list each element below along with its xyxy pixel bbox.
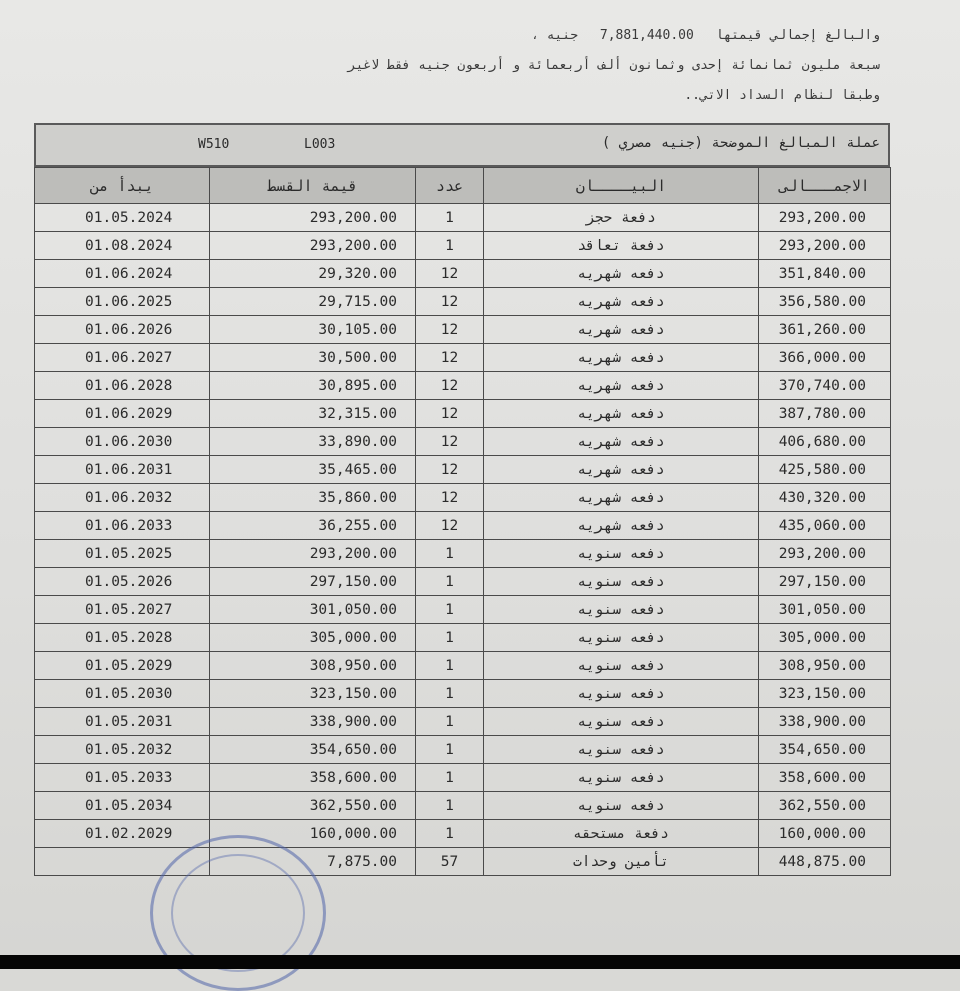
cell-installment: 338,900.00 bbox=[210, 708, 416, 736]
cell-description: تأمين وحدات bbox=[484, 848, 759, 876]
cell-installment: 362,550.00 bbox=[210, 792, 416, 820]
cell-total: 448,875.00 bbox=[759, 848, 891, 876]
cell-total: 293,200.00 bbox=[759, 204, 891, 232]
total-amount-prefix: والبالغ إجمالي قيمتها bbox=[715, 28, 880, 43]
cell-start-date: 01.05.2029 bbox=[35, 652, 210, 680]
cell-description: دفعة مستحقه bbox=[484, 820, 759, 848]
table-row bbox=[35, 316, 891, 344]
table-row bbox=[35, 344, 891, 372]
cell-total: 366,000.00 bbox=[759, 344, 891, 372]
cell-start-date: 01.06.2033 bbox=[35, 512, 210, 540]
cell-count: 57 bbox=[416, 848, 484, 876]
cell-installment: 305,000.00 bbox=[210, 624, 416, 652]
table-row bbox=[35, 400, 891, 428]
cell-count: 12 bbox=[416, 428, 484, 456]
cell-installment: 30,500.00 bbox=[210, 344, 416, 372]
cell-start-date: 01.06.2028 bbox=[35, 372, 210, 400]
cell-count: 12 bbox=[416, 260, 484, 288]
cell-total: 361,260.00 bbox=[759, 316, 891, 344]
cell-total: 293,200.00 bbox=[759, 540, 891, 568]
cell-start-date: 01.05.2032 bbox=[35, 736, 210, 764]
table-row bbox=[35, 680, 891, 708]
cell-description: دفعه شهريه bbox=[484, 372, 759, 400]
cell-installment: 29,715.00 bbox=[210, 288, 416, 316]
cell-description: دفعه سنويه bbox=[484, 624, 759, 652]
total-amount-line bbox=[531, 28, 880, 43]
table-row bbox=[35, 232, 891, 260]
cell-installment: 36,255.00 bbox=[210, 512, 416, 540]
cell-start-date: 01.05.2030 bbox=[35, 680, 210, 708]
total-amount-value: 7,881,440.00 bbox=[599, 28, 694, 43]
cell-description: دفعه شهريه bbox=[484, 316, 759, 344]
cell-start-date: 01.08.2024 bbox=[35, 232, 210, 260]
cell-installment: 160,000.00 bbox=[210, 820, 416, 848]
currency-note: عملة المبالغ الموضحة (جنيه مصري ) bbox=[601, 135, 880, 151]
cell-count: 12 bbox=[416, 456, 484, 484]
cell-total: 370,740.00 bbox=[759, 372, 891, 400]
table-header-row bbox=[35, 168, 891, 204]
payment-system-note: وطبقا لنظام السداد الاتي.. bbox=[684, 88, 880, 103]
col-header-count: عدد bbox=[416, 168, 484, 204]
cell-count: 1 bbox=[416, 624, 484, 652]
payment-schedule-table bbox=[34, 167, 891, 876]
table-row bbox=[35, 512, 891, 540]
cell-start-date bbox=[35, 848, 210, 876]
unit-code: W510 bbox=[198, 137, 230, 152]
cell-description: دفعه شهريه bbox=[484, 400, 759, 428]
table-caption-box bbox=[34, 123, 890, 167]
cell-installment: 29,320.00 bbox=[210, 260, 416, 288]
cell-total: 406,680.00 bbox=[759, 428, 891, 456]
cell-installment: 308,950.00 bbox=[210, 652, 416, 680]
cell-start-date: 01.05.2034 bbox=[35, 792, 210, 820]
cell-installment: 323,150.00 bbox=[210, 680, 416, 708]
cell-count: 1 bbox=[416, 708, 484, 736]
cell-description: دفعه شهريه bbox=[484, 260, 759, 288]
cell-count: 12 bbox=[416, 344, 484, 372]
table-row bbox=[35, 372, 891, 400]
cell-description: دفعة حجز bbox=[484, 204, 759, 232]
table-row bbox=[35, 652, 891, 680]
total-amount-words: سبعة مليون ثمانمائة إحدى وثمانون ألف أربعمائة و أربعون جنيه فقط لاغير bbox=[347, 58, 880, 73]
cell-total: 305,000.00 bbox=[759, 624, 891, 652]
cell-description: دفعه سنويه bbox=[484, 736, 759, 764]
cell-start-date: 01.06.2031 bbox=[35, 456, 210, 484]
cell-count: 12 bbox=[416, 288, 484, 316]
cell-start-date: 01.05.2028 bbox=[35, 624, 210, 652]
cell-total: 160,000.00 bbox=[759, 820, 891, 848]
cell-description: دفعه سنويه bbox=[484, 792, 759, 820]
cell-description: دفعة تعاقد bbox=[484, 232, 759, 260]
cell-installment: 35,465.00 bbox=[210, 456, 416, 484]
cell-installment: 293,200.00 bbox=[210, 540, 416, 568]
cell-count: 1 bbox=[416, 568, 484, 596]
cell-description: دفعه شهريه bbox=[484, 428, 759, 456]
table-row bbox=[35, 764, 891, 792]
table-row bbox=[35, 260, 891, 288]
cell-description: دفعه شهريه bbox=[484, 288, 759, 316]
cell-description: دفعه سنويه bbox=[484, 540, 759, 568]
cell-installment: 30,105.00 bbox=[210, 316, 416, 344]
cell-start-date: 01.05.2027 bbox=[35, 596, 210, 624]
cell-count: 1 bbox=[416, 540, 484, 568]
cell-start-date: 01.05.2033 bbox=[35, 764, 210, 792]
cell-start-date: 01.05.2024 bbox=[35, 204, 210, 232]
col-header-start: يبدأ من bbox=[35, 168, 210, 204]
cell-total: 362,550.00 bbox=[759, 792, 891, 820]
cell-installment: 358,600.00 bbox=[210, 764, 416, 792]
col-header-installment: قيمة القسط bbox=[210, 168, 416, 204]
cell-count: 12 bbox=[416, 372, 484, 400]
cell-start-date: 01.05.2026 bbox=[35, 568, 210, 596]
table-row bbox=[35, 624, 891, 652]
cell-start-date: 01.06.2025 bbox=[35, 288, 210, 316]
cell-description: دفعه سنويه bbox=[484, 596, 759, 624]
cell-count: 1 bbox=[416, 596, 484, 624]
table-row bbox=[35, 568, 891, 596]
cell-start-date: 01.06.2024 bbox=[35, 260, 210, 288]
cell-count: 1 bbox=[416, 792, 484, 820]
cell-description: دفعه سنويه bbox=[484, 568, 759, 596]
table-row bbox=[35, 204, 891, 232]
cell-count: 1 bbox=[416, 680, 484, 708]
cell-total: 308,950.00 bbox=[759, 652, 891, 680]
cell-start-date: 01.06.2027 bbox=[35, 344, 210, 372]
cell-count: 1 bbox=[416, 204, 484, 232]
cell-description: دفعه سنويه bbox=[484, 764, 759, 792]
cell-description: دفعه سنويه bbox=[484, 652, 759, 680]
cell-total: 356,580.00 bbox=[759, 288, 891, 316]
cell-installment: 30,895.00 bbox=[210, 372, 416, 400]
cell-count: 1 bbox=[416, 820, 484, 848]
col-header-total: الاجمـــالى bbox=[759, 168, 891, 204]
total-amount-suffix: جنيه ، bbox=[531, 28, 579, 43]
cell-installment: 354,650.00 bbox=[210, 736, 416, 764]
cell-count: 12 bbox=[416, 316, 484, 344]
table-row bbox=[35, 428, 891, 456]
cell-total: 354,650.00 bbox=[759, 736, 891, 764]
cell-installment: 33,890.00 bbox=[210, 428, 416, 456]
cell-total: 297,150.00 bbox=[759, 568, 891, 596]
cell-installment: 35,860.00 bbox=[210, 484, 416, 512]
cell-total: 301,050.00 bbox=[759, 596, 891, 624]
cell-count: 1 bbox=[416, 736, 484, 764]
bottom-edge bbox=[0, 955, 960, 969]
cell-total: 351,840.00 bbox=[759, 260, 891, 288]
cell-start-date: 01.06.2032 bbox=[35, 484, 210, 512]
table-row bbox=[35, 792, 891, 820]
cell-start-date: 01.06.2029 bbox=[35, 400, 210, 428]
cell-description: دفعه شهريه bbox=[484, 512, 759, 540]
cell-total: 323,150.00 bbox=[759, 680, 891, 708]
cell-count: 12 bbox=[416, 484, 484, 512]
cell-installment: 297,150.00 bbox=[210, 568, 416, 596]
cell-installment: 32,315.00 bbox=[210, 400, 416, 428]
cell-description: دفعه شهريه bbox=[484, 456, 759, 484]
cell-total: 387,780.00 bbox=[759, 400, 891, 428]
cell-start-date: 01.02.2029 bbox=[35, 820, 210, 848]
cell-count: 12 bbox=[416, 512, 484, 540]
cell-installment: 293,200.00 bbox=[210, 204, 416, 232]
table-row bbox=[35, 484, 891, 512]
table-row bbox=[35, 848, 891, 876]
building-code: L003 bbox=[304, 137, 336, 152]
cell-total: 338,900.00 bbox=[759, 708, 891, 736]
cell-description: دفعه شهريه bbox=[484, 344, 759, 372]
cell-count: 1 bbox=[416, 232, 484, 260]
cell-count: 12 bbox=[416, 400, 484, 428]
cell-total: 430,320.00 bbox=[759, 484, 891, 512]
cell-count: 1 bbox=[416, 652, 484, 680]
cell-total: 425,580.00 bbox=[759, 456, 891, 484]
table-row bbox=[35, 596, 891, 624]
cell-start-date: 01.06.2026 bbox=[35, 316, 210, 344]
cell-installment: 293,200.00 bbox=[210, 232, 416, 260]
cell-total: 293,200.00 bbox=[759, 232, 891, 260]
cell-description: دفعه شهريه bbox=[484, 484, 759, 512]
col-header-description: البيــــان bbox=[484, 168, 759, 204]
table-row bbox=[35, 540, 891, 568]
table-row bbox=[35, 736, 891, 764]
table-row bbox=[35, 288, 891, 316]
cell-count: 1 bbox=[416, 764, 484, 792]
table-row bbox=[35, 820, 891, 848]
table-row bbox=[35, 456, 891, 484]
table-row bbox=[35, 708, 891, 736]
cell-total: 358,600.00 bbox=[759, 764, 891, 792]
cell-start-date: 01.05.2031 bbox=[35, 708, 210, 736]
cell-installment: 301,050.00 bbox=[210, 596, 416, 624]
cell-total: 435,060.00 bbox=[759, 512, 891, 540]
cell-description: دفعه سنويه bbox=[484, 708, 759, 736]
cell-start-date: 01.06.2030 bbox=[35, 428, 210, 456]
cell-start-date: 01.05.2025 bbox=[35, 540, 210, 568]
cell-installment: 7,875.00 bbox=[210, 848, 416, 876]
cell-description: دفعه سنويه bbox=[484, 680, 759, 708]
